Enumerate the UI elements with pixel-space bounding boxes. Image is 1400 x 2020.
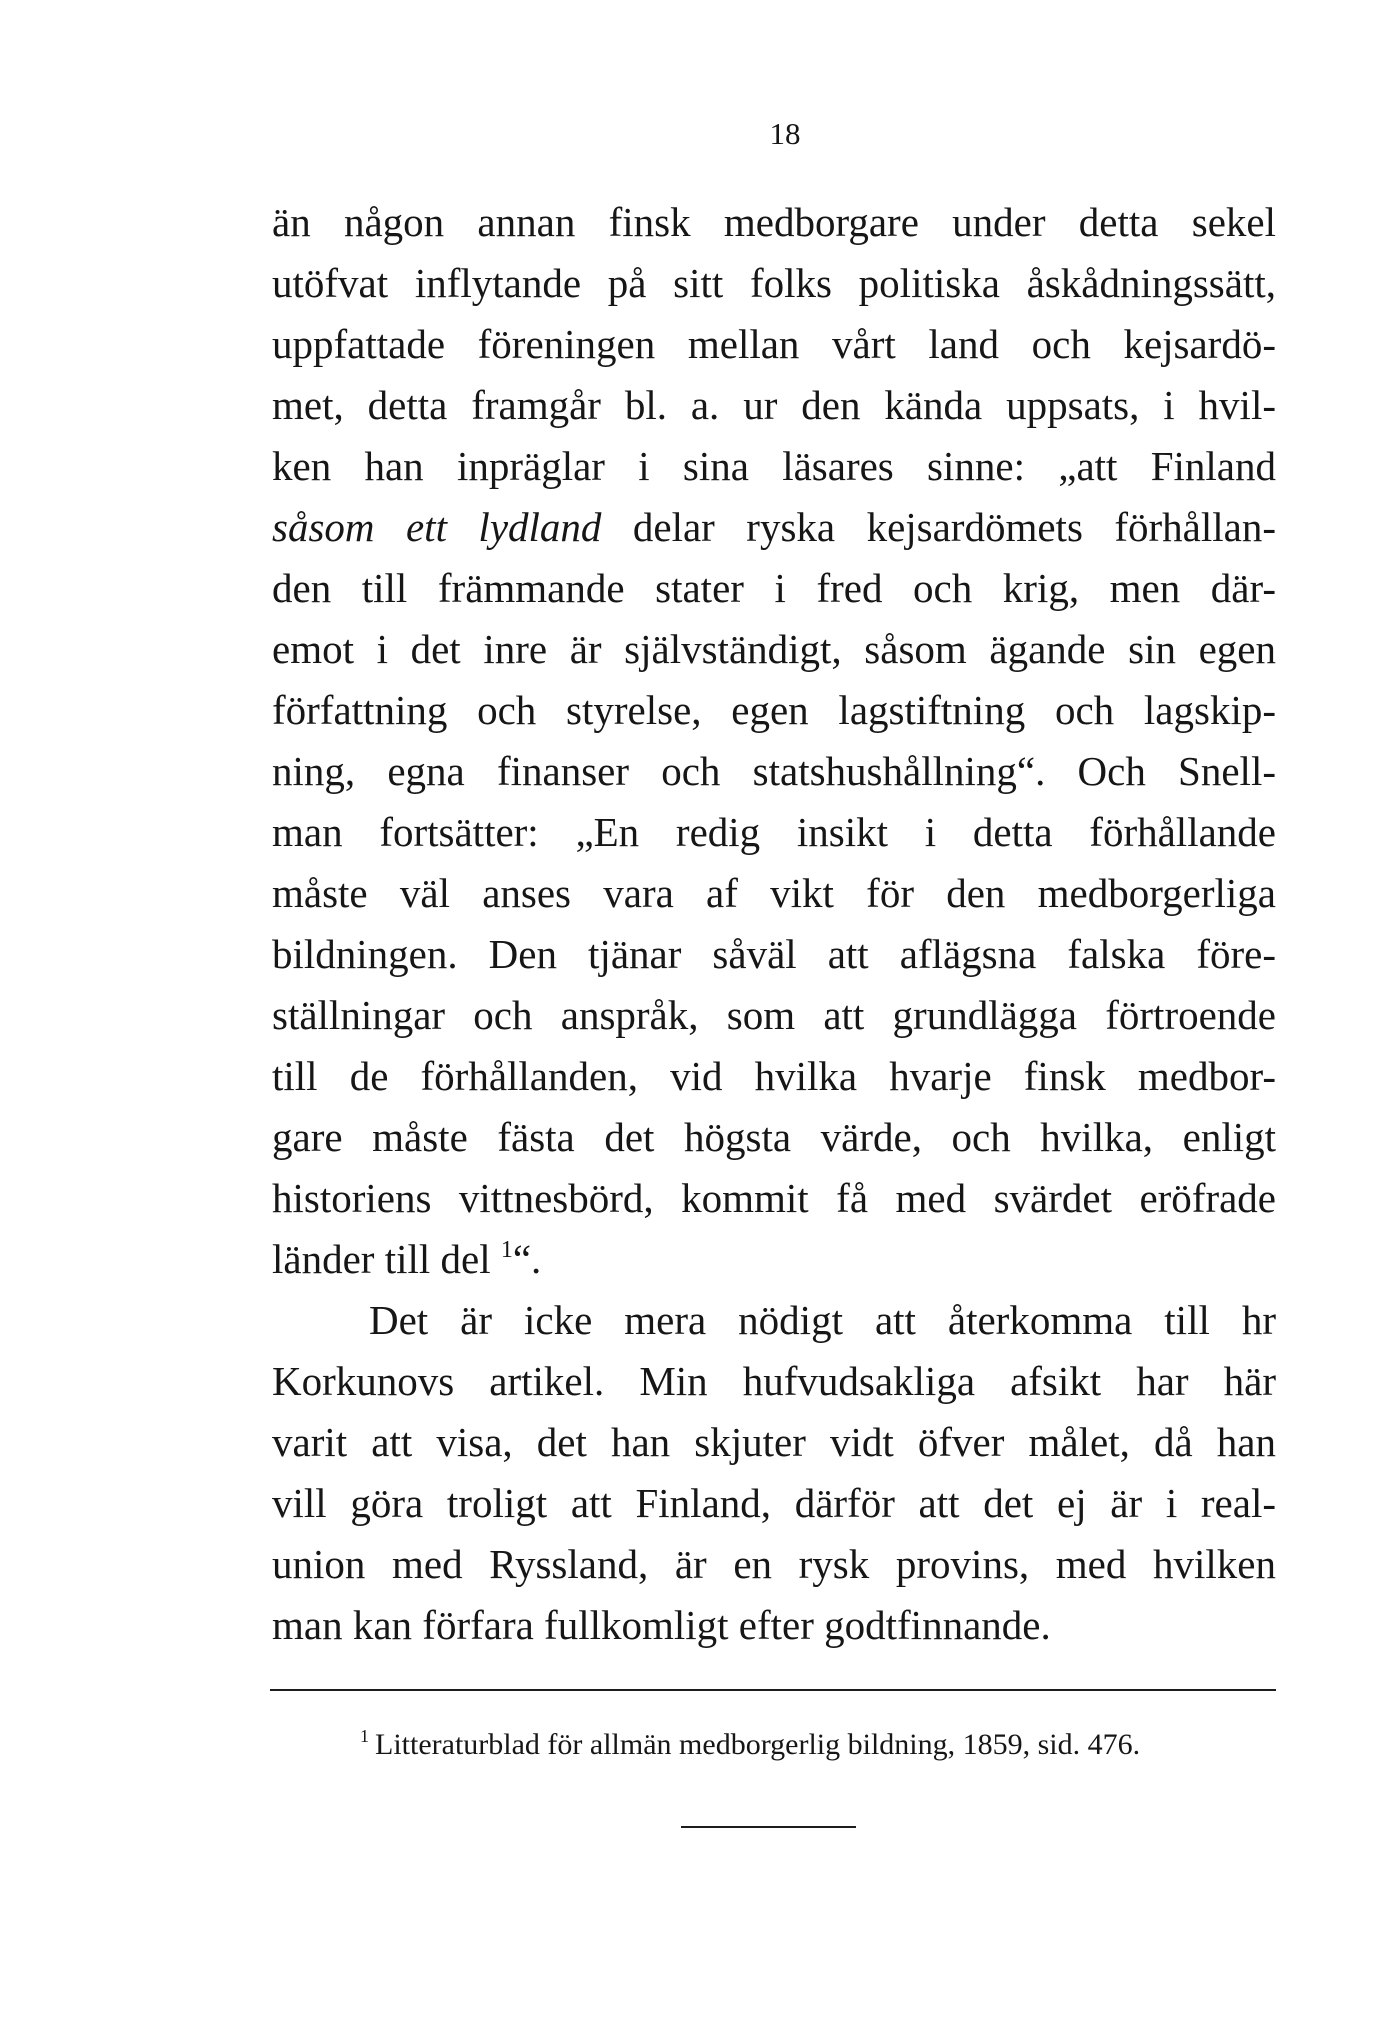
text-line: till de förhållanden, vid hvilka hvarje finsk medbor- xyxy=(272,1053,1276,1099)
text-line: gare måste fästa det högsta värde, och hvilka, enligt xyxy=(272,1114,1276,1160)
footnote xyxy=(360,1726,1141,1761)
text-line: Korkunovs artikel. Min hufvudsakliga afsikt har här xyxy=(272,1358,1276,1404)
text-line: emot i det inre är självständigt, såsom ägande sin egen xyxy=(272,626,1276,672)
page-number: 18 xyxy=(769,116,801,151)
line-text: länder till del xyxy=(272,1236,501,1282)
text-line: union med Ryssland, är en rysk provins, med hvilken xyxy=(272,1541,1276,1587)
text-line: ning, egna finanser och statshushållning“. Och Snell- xyxy=(272,748,1276,794)
text-line: ken han inpräglar i sina läsares sinne: „att Finland xyxy=(272,443,1276,489)
text-line: måste väl anses vara af vikt för den medborgerliga xyxy=(272,870,1276,916)
text-line: den till främmande stater i fred och krig, men där- xyxy=(272,565,1276,611)
text-line: ställningar och anspråk, som att grundlägga förtroende xyxy=(272,992,1276,1038)
text-line: författning och styrelse, egen lagstiftning och lagskip- xyxy=(272,687,1276,733)
text-line: bildningen. Den tjänar såväl att aflägsna falska före- xyxy=(272,931,1276,977)
text-line: än någon annan finsk medborgare under detta sekel xyxy=(272,199,1276,245)
body-text xyxy=(272,192,1276,1656)
italic-phrase: såsom ett lydland xyxy=(272,504,602,550)
text-line: vill göra troligt att Finland, därför att det ej är i real- xyxy=(272,1480,1276,1526)
footnote-text: Litteraturblad för allmän medborgerlig bildning, 1859, sid. 476. xyxy=(375,1728,1141,1761)
closing-quote: “. xyxy=(512,1236,542,1282)
text-line: uppfattade föreningen mellan vårt land och kejsardö- xyxy=(272,321,1276,367)
footnote-mark: 1 xyxy=(360,1726,369,1746)
paragraph-1 xyxy=(272,192,1276,1290)
text-line: varit att visa, det han skjuter vidt öfver målet, då han xyxy=(272,1419,1276,1465)
end-ornament-rule xyxy=(681,1826,856,1828)
text-line: met, detta framgår bl. a. ur den kända uppsats, i hvil- xyxy=(272,382,1276,428)
text-line: historiens vittnesbörd, kommit få med svärdet eröfrade xyxy=(272,1175,1276,1221)
paragraph-last-line xyxy=(272,1229,1276,1290)
footnote-reference: 1 xyxy=(500,1237,513,1263)
line-rest: delar ryska kejsardömets förhållan- xyxy=(601,504,1277,550)
text-line-indented: Det är icke mera nödigt att återkomma till hr xyxy=(369,1297,1276,1343)
paragraph-2 xyxy=(272,1290,1276,1656)
text-line: utöfvat inflytande på sitt folks politiska åskådningssätt, xyxy=(272,260,1276,306)
paragraph-last-line: man kan förfara fullkomligt efter godtfinnande. xyxy=(272,1602,1051,1648)
footnote-separator xyxy=(270,1689,1276,1691)
text-line: man fortsätter: „En redig insikt i detta förhållande xyxy=(272,809,1276,855)
text-line-italic-phrase xyxy=(272,497,1276,558)
